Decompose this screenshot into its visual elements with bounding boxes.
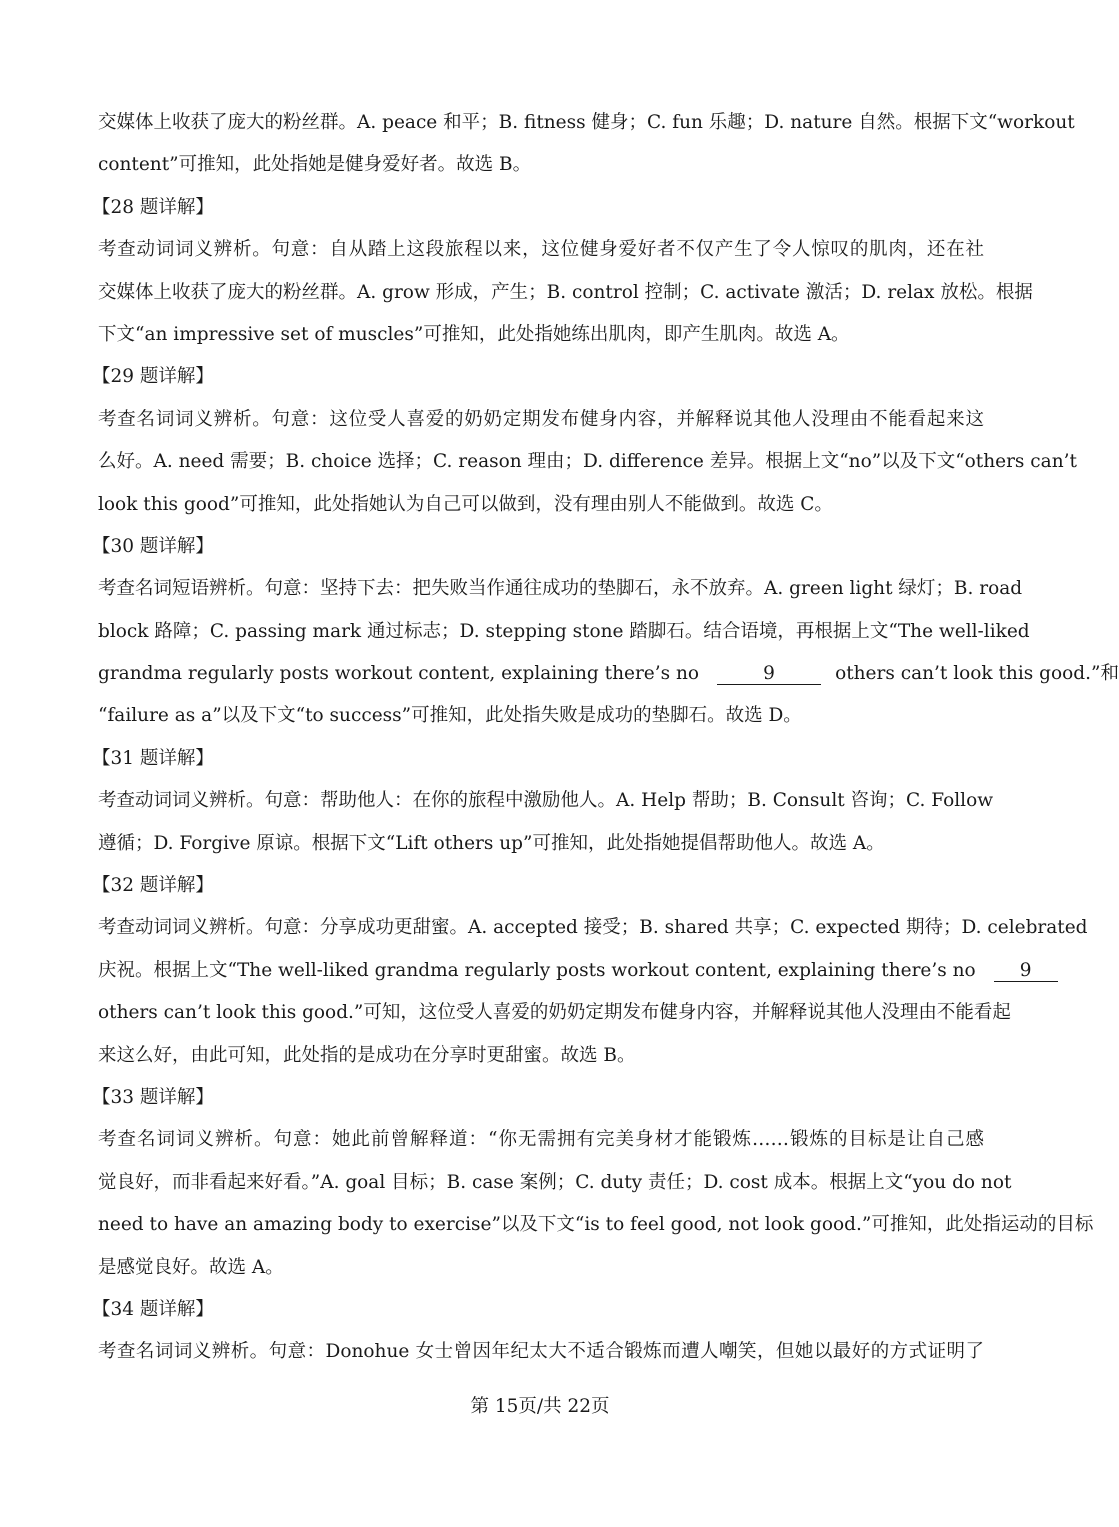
text-line: need to have an amazing body to exercise”以及下文“is to feel good, not look good.”可推知，此处指运动的目标 bbox=[98, 1214, 1094, 1236]
text-line: block 路障；C. passing mark 通过标志；D. stepping stone 踏脚石。结合语境，再根据上文“The well-liked bbox=[98, 620, 1030, 642]
document-body bbox=[92, 102, 1119, 1374]
fill-blank: 9 bbox=[717, 664, 821, 685]
text-segment: 庆祝。根据上文“The well-liked grandma regularly posts workout content, explaining there’s no bbox=[98, 959, 976, 981]
text-line: others can’t look this good.”可知，这位受人喜爱的奶奶定期发布健身内容，并解释说其他人没理由不能看起 bbox=[98, 1002, 1011, 1024]
text-line: 觉良好，而非看起来好看。”A. goal 目标；B. case 案例；C. duty 责任；D. cost 成本。根据上文“you do not bbox=[98, 1171, 1012, 1193]
section-heading-28: 【28 题详解】 bbox=[92, 196, 214, 218]
text-segment: others can’t look this good.”和 bbox=[835, 663, 1119, 685]
section-heading-34: 【34 题详解】 bbox=[92, 1298, 214, 1320]
text-line: 考查名词词义辨析。句意：她此前曾解释道：“你无需拥有完美身材才能锻炼……锻炼的目标是让自己感 bbox=[98, 1129, 984, 1151]
text-line-with-blank bbox=[98, 950, 1032, 992]
text-line: 是感觉良好。故选 A。 bbox=[98, 1256, 284, 1278]
text-line: 下文“an impressive set of muscles”可推知，此处指她练出肌肉，即产生肌肉。故选 A。 bbox=[98, 323, 850, 345]
text-line: 交媒体上收获了庞大的粉丝群。A. grow 形成，产生；B. control 控制；C. activate 激活；D. relax 放松。根据 bbox=[98, 281, 1033, 303]
text-line: “failure as a”以及下文“to success”可推知，此处指失败是成功的垫脚石。故选 D。 bbox=[98, 705, 802, 727]
section-heading-33: 【33 题详解】 bbox=[92, 1086, 214, 1108]
text-line: 考查动词词义辨析。句意：分享成功更甜蜜。A. accepted 接受；B. shared 共享；C. expected 期待；D. celebrated bbox=[98, 917, 1088, 939]
fill-blank: 9 bbox=[994, 961, 1058, 982]
text-line: 来这么好，由此可知，此处指的是成功在分享时更甜蜜。故选 B。 bbox=[98, 1044, 636, 1066]
section-heading-29: 【29 题详解】 bbox=[92, 366, 214, 388]
text-line: 考查动词词义辨析。句意：帮助他人：在你的旅程中激励他人。A. Help 帮助；B. Consult 咨询；C. Follow bbox=[98, 790, 994, 812]
section-heading-30: 【30 题详解】 bbox=[92, 535, 214, 557]
text-line: 交媒体上收获了庞大的粉丝群。A. peace 和平；B. fitness 健身；C. fun 乐趣；D. nature 自然。根据下文“workout bbox=[98, 112, 1075, 133]
page-number: 第 15页/共 22页 bbox=[470, 1396, 610, 1417]
text-line: 么好。A. need 需要；B. choice 选择；C. reason 理由；D. difference 差异。根据上文“no”以及下文“others can’t bbox=[98, 451, 1077, 473]
text-line: 考查名词词义辨析。句意：这位受人喜爱的奶奶定期发布健身内容，并解释说其他人没理由不能看起来这 bbox=[98, 408, 984, 430]
section-heading-32: 【32 题详解】 bbox=[92, 875, 214, 897]
text-line: 考查动词词义辨析。句意：自从踏上这段旅程以来，这位健身爱好者不仅产生了令人惊叹的肌肉，还在社 bbox=[98, 239, 984, 261]
text-line: 遵循；D. Forgive 原谅。根据下文“Lift others up”可推知，此处指她提倡帮助他人。故选 A。 bbox=[98, 832, 885, 854]
text-line: 考查名词词义辨析。句意：Donohue 女士曾因年纪太大不适合锻炼而遭人嘲笑，但她以最好的方式证明了 bbox=[98, 1341, 984, 1363]
section-heading-31: 【31 题详解】 bbox=[92, 747, 214, 769]
text-segment: grandma regularly posts workout content, explaining there’s no bbox=[98, 663, 700, 685]
text-line: content”可推知，此处指她是健身爱好者。故选 B。 bbox=[98, 154, 532, 176]
text-line-with-blank bbox=[98, 653, 1119, 695]
text-line: look this good”可推知，此处指她认为自己可以做到，没有理由别人不能做到。故选 C。 bbox=[98, 493, 833, 515]
text-line: 考查名词短语辨析。句意：坚持下去：把失败当作通往成功的垫脚石，永不放弃。A. green light 绿灯；B. road bbox=[98, 578, 1023, 600]
